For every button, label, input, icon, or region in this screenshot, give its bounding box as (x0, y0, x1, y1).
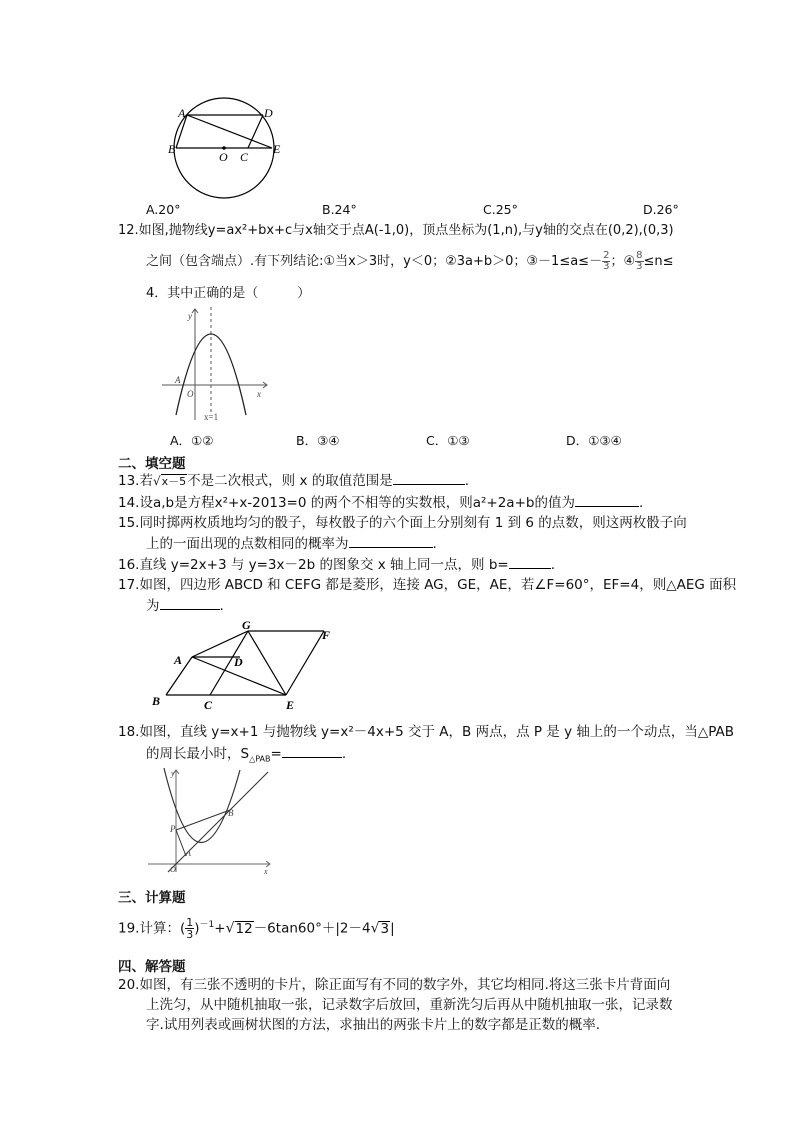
q17-line1: 17.如图，四边形 ABCD 和 CEFG 都是菱形，连接 AG，GE，AE，若∠F=60°，EF=4，则△AEG 面积 (118, 577, 737, 593)
q12-parabola-figure (160, 305, 272, 423)
q15-answer-blank[interactable] (349, 533, 433, 548)
q18-line2-text: 的周长最小时，S (146, 746, 250, 762)
q11-label-b: B (168, 142, 176, 156)
q18-line-parabola-figure (146, 766, 276, 874)
q19-rest: －6tan60°＋|2－4 (253, 920, 371, 937)
q17-label-c: C (204, 698, 213, 711)
section-4-heading: 四、解答题 (118, 959, 186, 975)
q18-line1: 18.如图，直线 y=x+1 与抛物线 y=x²－4x+5 交于 A，B 两点，点 P 是 y 轴上的一个动点，当△PAB (118, 724, 735, 740)
q12-line2 (146, 251, 674, 272)
q13-pre: 13.若 (118, 473, 153, 489)
q13-radicand: x－5 (161, 475, 187, 488)
q17-label-b: B (152, 694, 161, 708)
section-2-heading: 二、填空题 (118, 456, 186, 472)
q20-line3: 字.试用列表或画树状图的方法，求抽出的两张卡片上的数字都是正数的概率. (146, 1017, 601, 1033)
q17-label-a: A (174, 653, 183, 667)
q11-label-e: E (273, 142, 281, 156)
q12-option-d: D．①③④ (566, 433, 622, 448)
q17-label-g: G (242, 618, 251, 632)
q16-text: 16.直线 y=2x+3 与 y=3x－2b 的图象交 x 轴上同一点，则 b= (118, 557, 509, 573)
q18-label-a: A (186, 849, 191, 858)
q17-answer-blank[interactable] (160, 595, 220, 610)
q18-line2: 的周长最小时，$S_{\triangle PAB}=$ . (146, 743, 346, 770)
q11-label-a: A (178, 106, 186, 120)
q12-line1: 12.如图,抛物线y=ax²+bx+c与x轴交于点A(-1,0)，顶点坐标为(1,n),与y轴的交点在(0,2),(0,3) (118, 223, 674, 238)
q11-option-d: D.26° (643, 202, 679, 217)
q11-label-o: O (219, 150, 228, 164)
q11-label-c: C (240, 150, 249, 164)
q15-line2-text: 上的一面出现的点数相同的概率为 (146, 536, 349, 552)
q12-label-x: x (257, 389, 261, 399)
q12-line2-a: 之间（包含端点）.有下列结论:①当x＞3时，y＜0；②3a+b＞0；③－1≤a≤－ (146, 254, 603, 269)
q18-label-p: P (170, 824, 176, 834)
q11-option-c: C.25° (483, 202, 518, 217)
q12-option-c: C．①③ (426, 433, 470, 448)
q17-line2: 为 . (146, 595, 224, 616)
q19-radicand-1: 12 (235, 920, 253, 937)
q18-label-o: O (170, 865, 176, 874)
q19-fraction: $\frac{1}{3}$ (186, 916, 194, 941)
q14-answer-blank[interactable] (575, 492, 639, 507)
q15-line2: 上的一面出现的点数相同的概率为 . (146, 533, 437, 554)
q12-option-b: B．③④ (296, 433, 340, 448)
q12-label-y: y (188, 311, 192, 321)
q18-subscript: △PAB (249, 754, 271, 764)
q13-answer-blank[interactable] (393, 470, 465, 485)
q17-label-d: D (234, 655, 243, 669)
q13-post: 不是二次根式，则 x 的取值范围是 (187, 473, 393, 489)
q12-label-a: A (175, 375, 181, 385)
q17-rhombus-figure (148, 617, 348, 711)
q13: 13.若√x－5不是二次根式，则 x 的取值范围是 . (118, 470, 469, 491)
q17-label-e: E (286, 698, 295, 711)
q19: 19.计算：( $\frac{1}{3}$ )$^{-1}$+√12－6tan60°＋|2－4√3| (118, 916, 395, 941)
q19-radicand-2: 3 (380, 920, 390, 937)
q12-fraction-1: $\frac{2}{3}$ (603, 250, 610, 272)
q11-circle-figure (160, 95, 295, 200)
q18-label-b: B (228, 808, 234, 818)
q11-option-b: B.24° (322, 202, 357, 217)
q11-label-d: D (264, 106, 273, 120)
q11-option-a: A.20° (146, 202, 181, 217)
q20-line2: 上洗匀，从中随机抽取一张，记录数字后放回，重新洗匀后再从中随机抽取一张，记录数 (146, 997, 673, 1013)
q18-answer-blank[interactable] (282, 743, 342, 758)
q15-line1: 15.同时掷两枚质地均匀的骰子，每枚骰子的六个面上分别刻有 1 到 6 的点数，则这两枚骰子向 (118, 515, 687, 531)
section-3-heading: 三、计算题 (118, 890, 186, 906)
q12-option-a: A．①② (170, 433, 214, 448)
q18-label-x: x (264, 867, 268, 874)
q12-fraction-2: $\frac{8}{3}$ (636, 250, 643, 272)
q16: 16.直线 y=2x+3 与 y=3x－2b 的图象交 x 轴上同一点，则 b= . (118, 554, 555, 575)
q12-label-axis: x=1 (204, 412, 219, 422)
q20-line1: 20.如图，有三张不透明的卡片，除正面写有不同的数字外，其它均相同.将这三张卡片背面向 (118, 977, 671, 993)
q19-pre: 19.计算：( (118, 920, 186, 937)
q12-line3: 4．其中正确的是（ ） (146, 286, 311, 301)
q14-text: 14.设a,b是方程x²+x-2013=0 的两个不相等的实数根，则a²+2a+b的值为 (118, 495, 575, 511)
q16-answer-blank[interactable] (509, 554, 551, 569)
q18-label-y: y (171, 769, 175, 778)
q17-label-f: F (322, 628, 331, 642)
q12-line2-b: ；④ (610, 254, 636, 269)
q12-line2-c: ≤n≤ (643, 254, 674, 269)
q19-exponent: －1 (199, 920, 215, 930)
q12-label-o: O (187, 389, 194, 399)
q14: 14.设a,b是方程x²+x-2013=0 的两个不相等的实数根，则a²+2a+b的值为 . (118, 492, 643, 513)
